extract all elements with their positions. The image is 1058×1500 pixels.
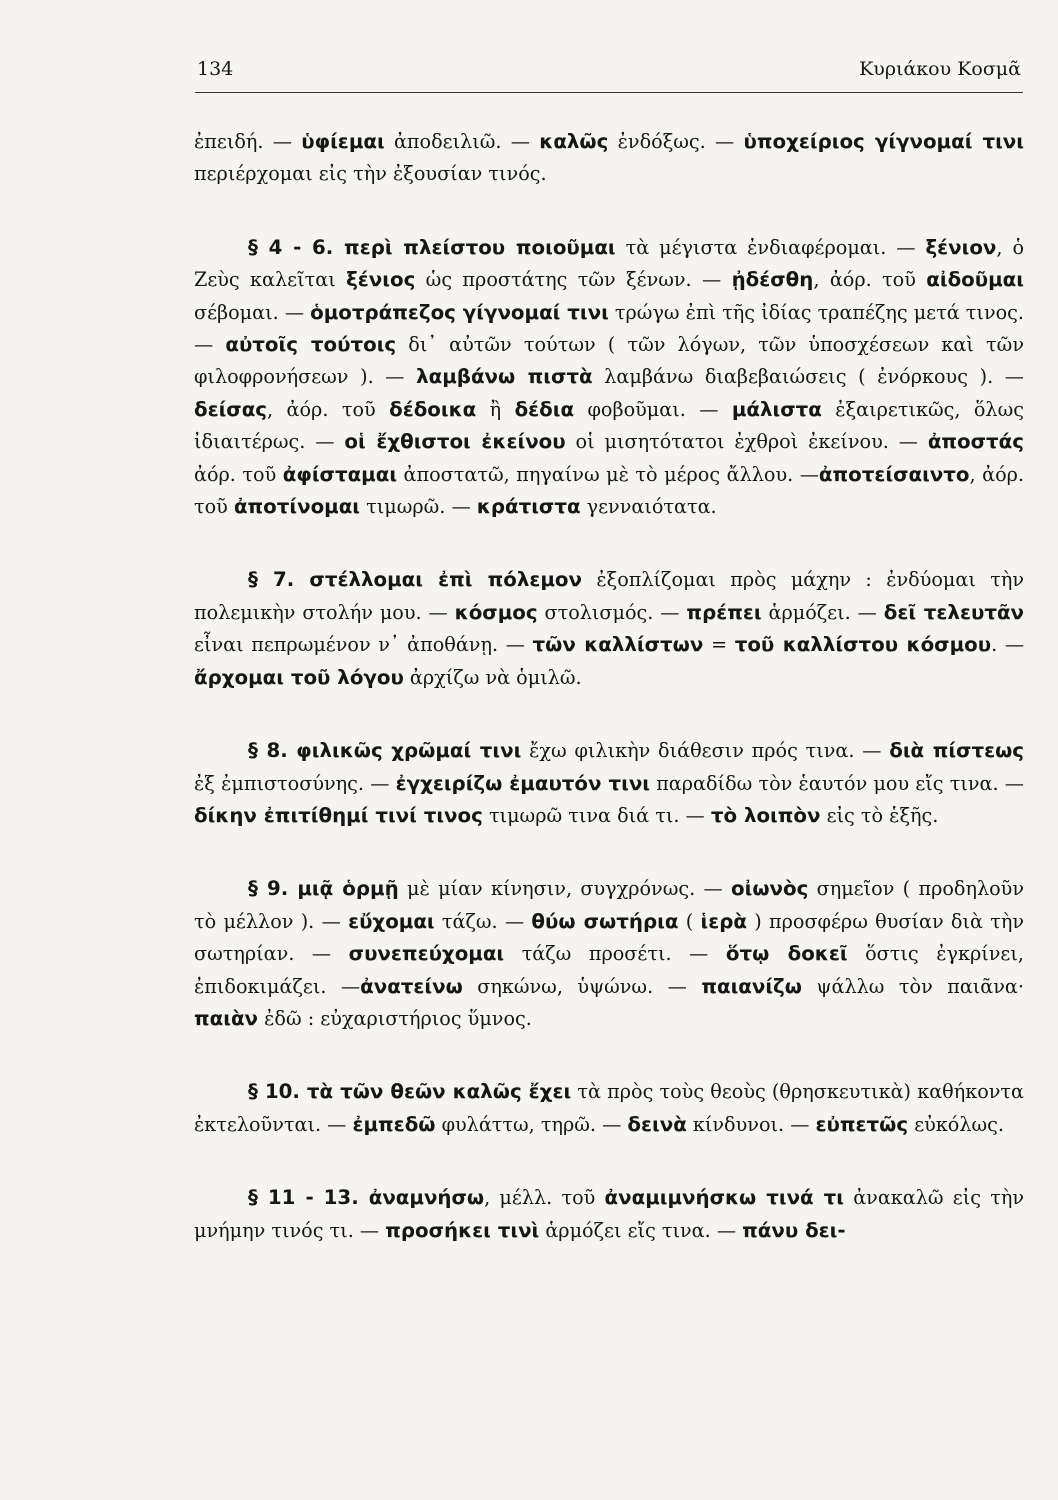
glossary-term: ὑποχείριος γίγνομαί τινι (743, 130, 1024, 153)
glossary-definition: ἀρχίζω νὰ ὁμιλῶ. (403, 665, 582, 689)
glossary-term: § 10. τὰ τῶν θεῶν καλῶς ἔχει (248, 1080, 572, 1104)
glossary-term: ἀφίσταμαι (282, 462, 398, 486)
glossary-definition: = (703, 633, 735, 657)
glossary-definition: ὅστις ἐγκρίνει, ἐπιδοκιμάζει. — (194, 942, 1024, 998)
glossary-term: προσήκει τινὶ (385, 1218, 540, 1242)
running-title: Κυριάκου Κοσμᾶ (859, 58, 1021, 80)
glossary-definition: ἔχω φιλικὴν διάθεσιν πρός τινα. — (521, 739, 890, 763)
glossary-definition: ψάλλω τὸν παιᾶνα· (801, 974, 1024, 998)
glossary-definition: . — (991, 633, 1025, 657)
glossary-term: δεινὰ (627, 1112, 687, 1136)
glossary-definition: περιέρχομαι εἰς τὴν ἐξουσίαν τινός. (194, 162, 547, 186)
glossary-term: ὅτῳ δοκεῖ (725, 942, 848, 966)
glossary-definition: , ἀόρ. τοῦ (267, 397, 390, 421)
glossary-term: ἱερὰ (700, 909, 747, 933)
glossary-definition: ἀνακαλῶ εἰς τὴν μνήμην τινός τι. — (194, 1186, 1024, 1242)
glossary-definition: δι᾽ αὐτῶν τούτων ( τῶν λόγων, τῶν ὑποσχέσεων καὶ τῶν φιλοφρονήσεων ). — (194, 333, 1024, 389)
glossary-definition: τάζω προσέτι. — (504, 942, 726, 966)
glossary-term: οἰωνὸς (731, 877, 809, 901)
glossary-term: ἀναμιμνήσκω τινά τι (604, 1186, 844, 1210)
glossary-definition: ἀποστατῶ, πηγαίνω μὲ τὸ μέρος ἄλλου. — (397, 462, 819, 486)
glossary-definition: παραδίδω τὸν ἑαυτόν μου εἴς τινα. — (650, 771, 1024, 795)
glossary-term: δέδια (514, 397, 575, 421)
glossary-paragraph (194, 1182, 1024, 1247)
glossary-term: κράτιστα (476, 495, 581, 519)
glossary-definition: ἐξοπλίζομαι πρὸς μάχην : ἐνδύομαι τὴν πολεμικὴν στολήν μου. — (194, 568, 1024, 624)
glossary-term: τοῦ καλλίστου κόσμου (734, 633, 992, 657)
glossary-definition: ἐξ ἐμπιστοσύνης. — (194, 771, 396, 795)
glossary-definition: τάζω. — (434, 909, 532, 933)
glossary-term: πάνυ δει- (742, 1218, 846, 1242)
glossary-definition: ἐπειδή. — (194, 130, 302, 153)
glossary-term: ἀποτείσαιντο (818, 462, 970, 486)
glossary-definition: ἀποδειλιῶ. — (384, 130, 540, 153)
glossary-term: κόσμος (454, 600, 538, 624)
glossary-paragraph (194, 564, 1024, 694)
glossary-definition: ἀόρ. τοῦ (194, 462, 283, 486)
glossary-term: διὰ πίστεως (889, 739, 1025, 763)
glossary-definition: κίνδυνοι. — (686, 1112, 816, 1136)
glossary-definition: εἰς τὸ ἑξῆς. (820, 803, 939, 827)
glossary-term: καλῶς (539, 130, 609, 153)
glossary-term: συνεπεύχομαι (348, 942, 505, 966)
glossary-definition: στολισμός. — (537, 600, 687, 624)
glossary-definition: ἐξαιρετικῶς, ὅλως ἰδιαιτέρως. — (194, 397, 1024, 454)
glossary-term: πρέπει (686, 600, 762, 624)
glossary-term: αἰδοῦμαι (926, 268, 1024, 292)
glossary-term: δεῖ τελευτᾶν (883, 600, 1025, 624)
glossary-term: λαμβάνω πιστὰ (416, 365, 593, 389)
glossary-term: παιανίζω (701, 974, 802, 998)
glossary-term: παιὰν (194, 1006, 259, 1030)
glossary-term: ξένιον (925, 235, 997, 259)
glossary-term: δέδοικα (389, 397, 477, 421)
glossary-term: ἐγχειρίζω ἐμαυτόν τινι (395, 771, 650, 795)
glossary-term: ἀποτίνομαι (233, 495, 361, 519)
glossary-definition: , μέλλ. τοῦ (484, 1186, 605, 1210)
glossary-term: θύω σωτήρια (531, 909, 679, 933)
page-header (195, 52, 1023, 93)
glossary-definition: τιμωρῶ τινα διά τι. — (482, 803, 711, 827)
glossary-definition: ἁρμόζει. — (761, 600, 884, 624)
glossary-definition: σηκώνω, ὑψώνω. — (462, 974, 702, 998)
glossary-definition: λαμβάνω διαβεβαιώσεις ( ἐνόρκους ). — (592, 365, 1024, 389)
glossary-term: ἀποστάς (927, 430, 1024, 454)
glossary-term: αὐτοῖς τούτοις (225, 333, 397, 357)
glossary-text (194, 126, 1024, 1288)
glossary-definition: σημεῖον ( προδηλοῦν τὸ μέλλον ). — (194, 877, 1024, 933)
glossary-term: § 9. μιᾷ ὁρμῇ (248, 877, 399, 901)
glossary-definition: φοβοῦμαι. — (574, 397, 732, 421)
glossary-definition: ὡς προστάτης τῶν ξένων. — (415, 268, 732, 292)
glossary-term: § 7. στέλλομαι ἐπὶ πόλεμον (248, 568, 582, 592)
glossary-term: ἄρχομαι τοῦ λόγου (194, 665, 404, 689)
glossary-term: τῶν καλλίστων (532, 633, 704, 657)
glossary-term: δείσας (194, 397, 268, 421)
glossary-definition: ἐδῶ : εὐχαριστήριος ὕμνος. (258, 1006, 532, 1030)
glossary-paragraph (194, 232, 1024, 524)
glossary-definition: ἢ (476, 397, 515, 421)
glossary-definition: ( (678, 909, 701, 933)
glossary-definition: , ἀόρ. τοῦ (194, 462, 1024, 519)
glossary-term: ὑφίεμαι (301, 130, 385, 153)
glossary-term: οἱ ἔχθιστοι ἐκείνου (344, 430, 566, 454)
glossary-definition: μὲ μίαν κίνησιν, συγχρόνως. — (398, 877, 732, 901)
glossary-term: ὁμοτράπεζος γίγνομαί τινι (310, 300, 609, 324)
glossary-term: § 11 - 13. ἀναμνήσω (248, 1186, 485, 1210)
glossary-definition: , ἀόρ. τοῦ (813, 268, 927, 292)
glossary-paragraph (194, 126, 1024, 191)
glossary-term: ξένιος (346, 268, 416, 292)
glossary-term: δίκην ἐπιτίθημί τινί τινος (194, 803, 483, 827)
glossary-term: μάλιστα (731, 397, 822, 421)
glossary-definition: ἁρμόζει εἴς τινα. — (539, 1218, 743, 1242)
glossary-definition: ) προσφέρω θυσίαν διὰ τὴν σωτηρίαν. — (194, 909, 1025, 966)
glossary-definition: ἐνδόξως. — (608, 130, 744, 153)
glossary-term: § 4 - 6. περὶ πλείστου ποιοῦμαι (248, 235, 616, 259)
glossary-definition: τρώγω ἐπὶ τῆς ἰδίας τραπέζης μετά τινος. — (194, 300, 1025, 357)
glossary-term: § 8. φιλικῶς χρῶμαί τινι (248, 739, 522, 763)
glossary-term: ἀνατείνω (360, 974, 463, 998)
glossary-definition: τὰ μέγιστα ἐνδιαφέρομαι. — (615, 235, 926, 259)
glossary-term: ᾐδέσθη (731, 268, 814, 292)
glossary-definition: τὰ πρὸς τοὺς θεοὺς (θρησκευτικὰ) καθήκοντα ἐκτελοῦνται. — (194, 1080, 1024, 1136)
glossary-definition: φυλάττω, τηρῶ. — (435, 1112, 628, 1136)
glossary-definition: γενναιότατα. (580, 495, 717, 519)
glossary-definition: εὐκόλως. (908, 1112, 1004, 1136)
glossary-term: εὔχομαι (348, 909, 435, 933)
glossary-term: εὐπετῶς (815, 1112, 909, 1136)
glossary-term: τὸ λοιπὸν (710, 803, 821, 827)
glossary-definition: τιμωρῶ. — (360, 495, 477, 519)
glossary-definition: σέβομαι. — (194, 300, 311, 324)
glossary-paragraph (194, 1076, 1024, 1141)
glossary-definition: εἶναι πεπρωμένον ν᾽ ἀποθάνῃ. — (194, 633, 533, 657)
glossary-definition: , ὁ Ζεὺς καλεῖται (194, 235, 1024, 292)
page-number: 134 (197, 58, 234, 80)
glossary-definition: οἱ μισητότατοι ἐχθροὶ ἐκείνου. — (565, 430, 928, 454)
glossary-paragraph (194, 873, 1024, 1035)
glossary-paragraph (194, 735, 1024, 832)
glossary-term: ἐμπεδῶ (352, 1112, 436, 1136)
